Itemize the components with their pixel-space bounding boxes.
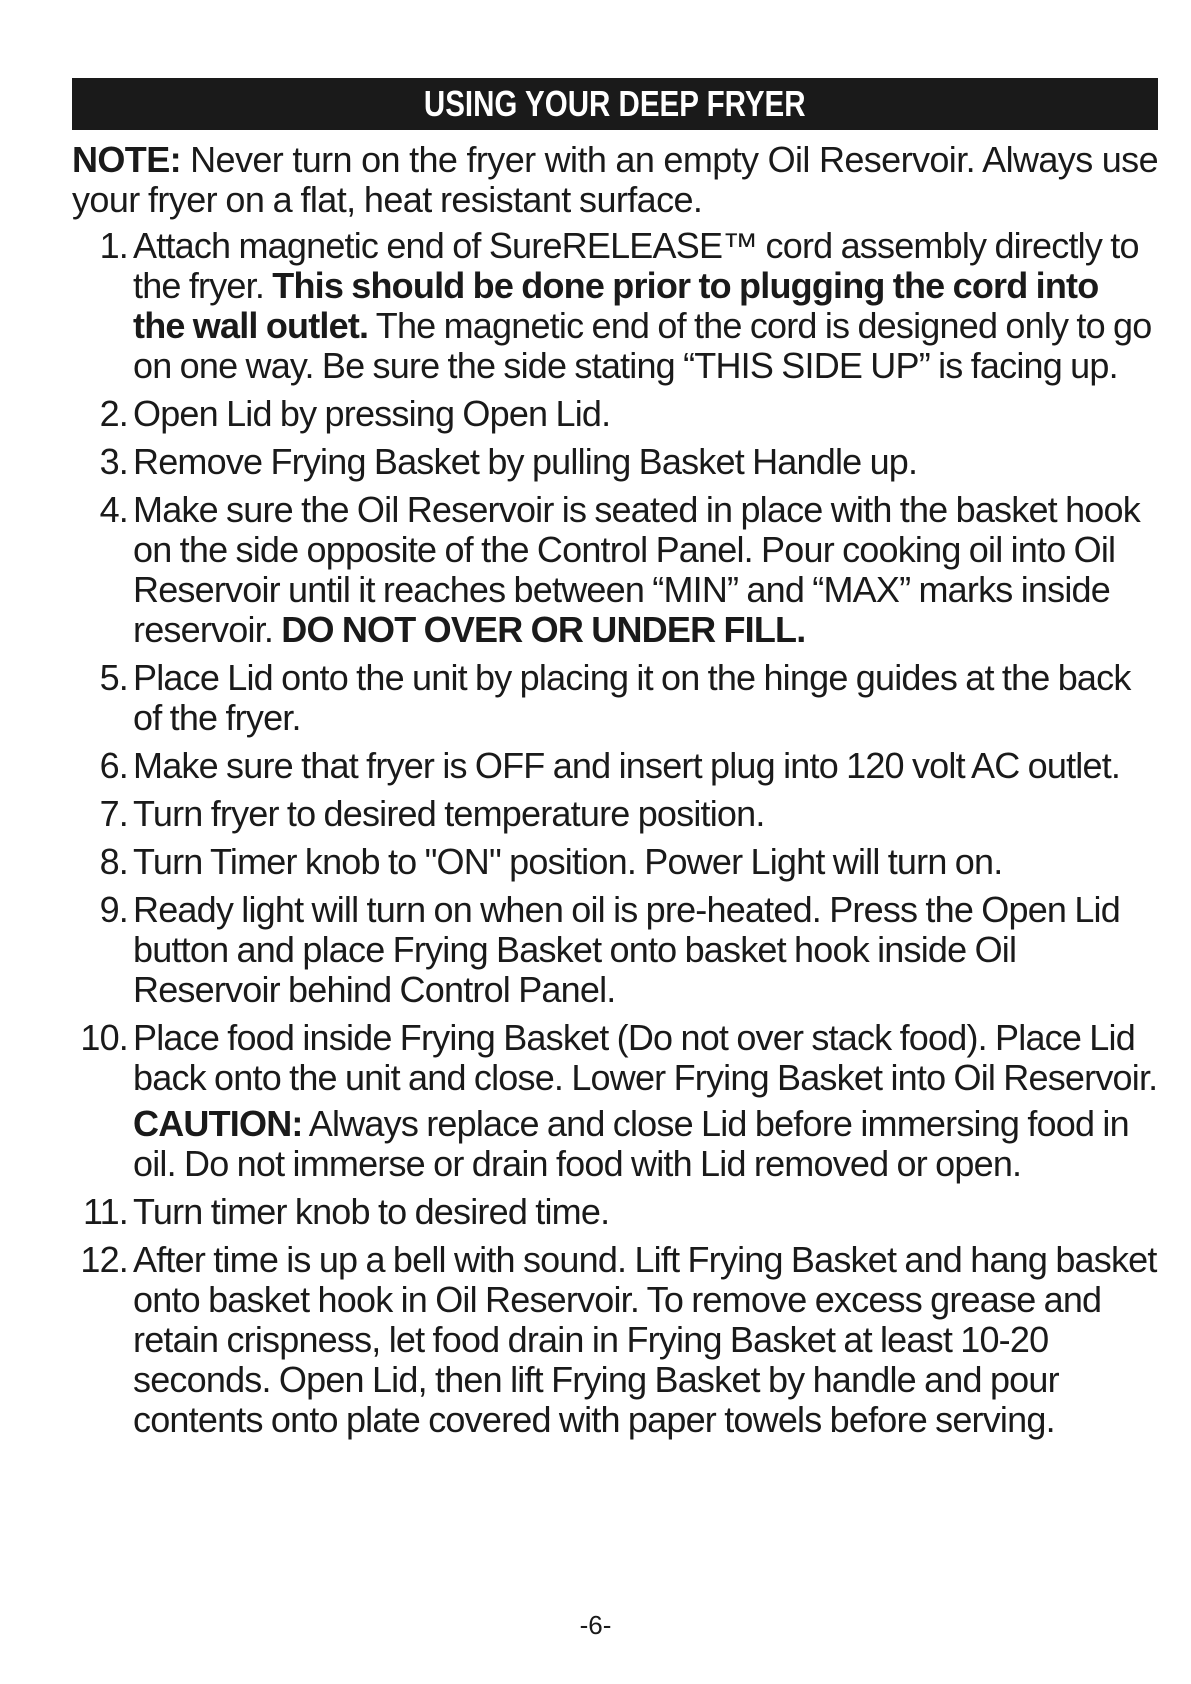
step-number: 8. — [99, 841, 128, 882]
step-number: 1. — [99, 225, 128, 266]
step-text: Turn Timer knob to "ON" position. Power Light will turn on. — [133, 841, 1003, 882]
step-item — [72, 1240, 1158, 1440]
manual-page — [72, 78, 1158, 1448]
step-item — [72, 394, 1158, 434]
step-text: Attach magnetic end of SureRELEASE™ cord assembly directly to the fryer. — [133, 225, 1139, 306]
note-text: Never turn on the fryer with an empty Oil Reservoir. Always use your fryer on a flat, heat resistant surface. — [72, 139, 1158, 220]
step-bold-text: This should be done prior to plugging the cord into the wall outlet. — [133, 265, 1099, 346]
step-text: Make sure that fryer is OFF and insert plug into 120 volt AC outlet. — [133, 745, 1121, 786]
step-bold-text: DO NOT OVER OR UNDER FILL. — [281, 609, 806, 650]
step-item — [72, 490, 1158, 650]
step-text: After time is up a bell with sound. Lift Frying Basket and hang basket onto basket hook in Oil Reservoir. To remove excess grease and retain crispness, let food drain in Frying Basket at least 10-20 seconds. Open Lid, then lift Frying Basket by handle and pour contents onto plate covered with paper towels before serving. — [133, 1239, 1157, 1440]
step-item — [72, 658, 1158, 738]
step-number: 4. — [99, 489, 128, 530]
step-number: 10. — [80, 1017, 128, 1058]
note-label: NOTE: — [72, 139, 181, 180]
step-text: Turn fryer to desired temperature position. — [133, 793, 765, 834]
step-item — [72, 442, 1158, 482]
step-text: Ready light will turn on when oil is pre-heated. Press the Open Lid button and place Frying Basket onto basket hook inside Oil Reservoir behind Control Panel. — [133, 889, 1120, 1010]
step-item — [72, 746, 1158, 786]
page-number: -6- — [579, 1610, 612, 1640]
step-text: Remove Frying Basket by pulling Basket Handle up. — [133, 441, 918, 482]
step-number: 12. — [80, 1239, 128, 1280]
caution-label: CAUTION: — [133, 1103, 303, 1144]
instruction-steps — [72, 226, 1158, 1440]
section-title: USING YOUR DEEP FRYER — [424, 83, 806, 124]
step-item — [72, 226, 1158, 386]
step-item — [72, 794, 1158, 834]
step-text: Open Lid by pressing Open Lid. — [133, 393, 611, 434]
step-number: 7. — [99, 793, 128, 834]
step-text: Place food inside Frying Basket (Do not over stack food). Place Lid back onto the unit and close. Lower Frying Basket into Oil Reservoir. — [133, 1017, 1158, 1098]
caution-text: Always replace and close Lid before immersing food in oil. Do not immerse or drain food with Lid removed or open. — [133, 1103, 1129, 1184]
step-text: Turn timer knob to desired time. — [133, 1191, 610, 1232]
step-number: 5. — [99, 657, 128, 698]
caution-note — [133, 1104, 1158, 1184]
step-number: 2. — [99, 393, 128, 434]
step-text: Make sure the Oil Reservoir is seated in place with the basket hook on the side opposite of the Control Panel. Pour cooking oil into Oil Reservoir until it reaches between “MIN” and “MAX” marks inside reservoir. — [133, 489, 1140, 650]
step-number: 3. — [99, 441, 128, 482]
step-item — [72, 890, 1158, 1010]
step-item — [72, 842, 1158, 882]
step-number: 6. — [99, 745, 128, 786]
step-number: 9. — [99, 889, 128, 930]
note-paragraph — [72, 140, 1158, 220]
section-title-bar — [72, 78, 1158, 130]
step-text-continued: The magnetic end of the cord is designed only to go on one way. Be sure the side stating “THIS SIDE UP” is facing up. — [133, 305, 1152, 386]
step-item — [72, 1192, 1158, 1232]
step-item — [72, 1018, 1158, 1184]
step-text: Place Lid onto the unit by placing it on the hinge guides at the back of the fryer. — [133, 657, 1131, 738]
step-number: 11. — [83, 1191, 128, 1232]
